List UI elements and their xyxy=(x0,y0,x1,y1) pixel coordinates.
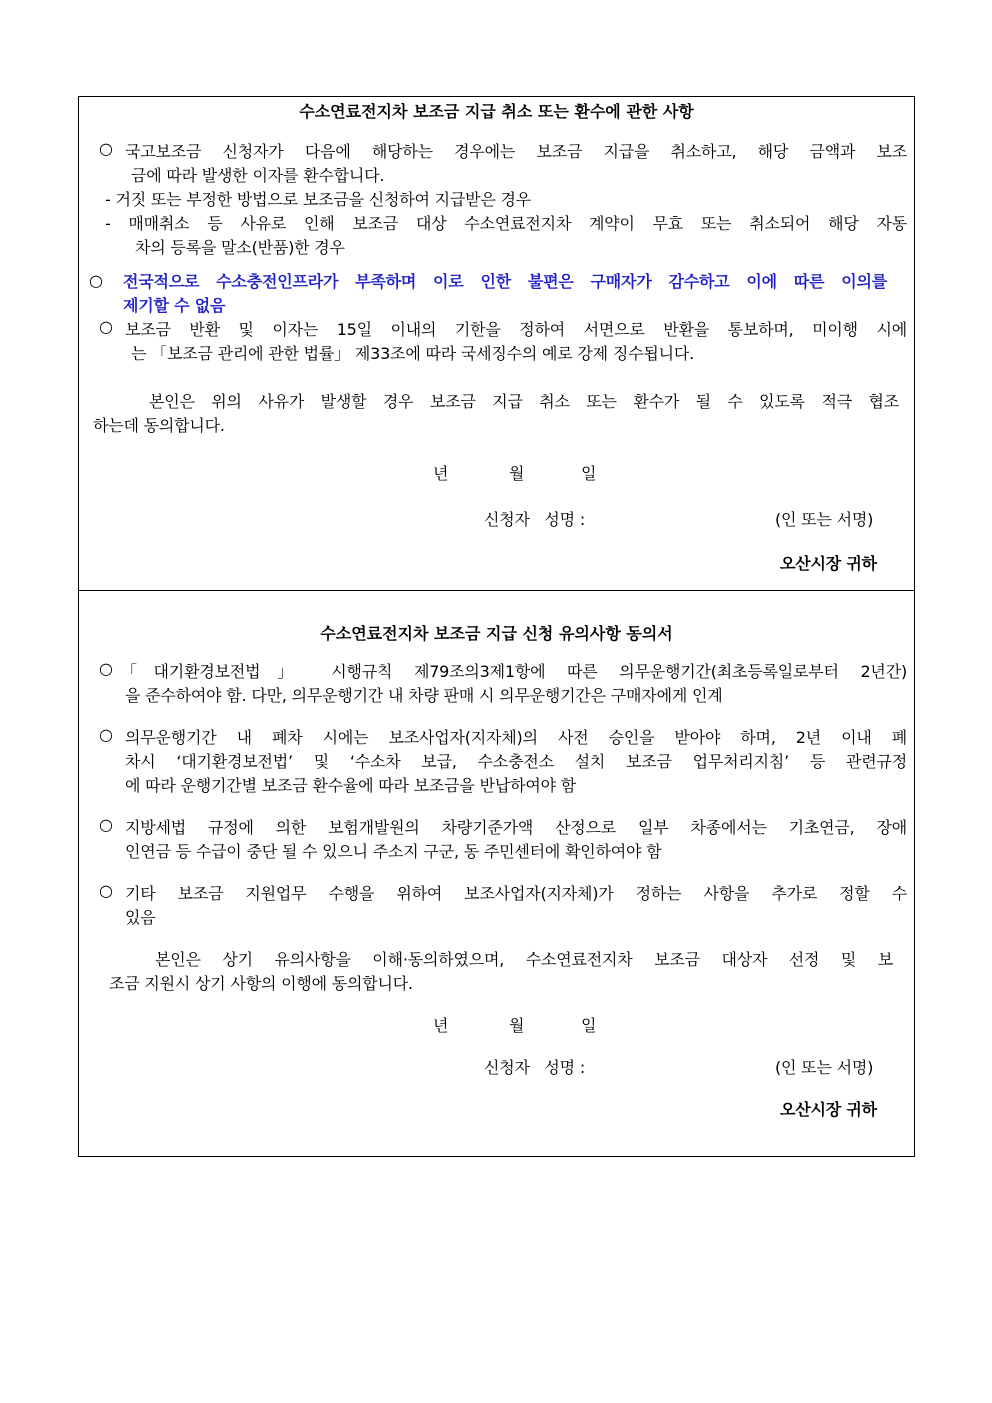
bullet-marker: ○ xyxy=(99,881,113,900)
item3-line2: 는 「보조금 관리에 관한 법률」 제33조에 따라 국세징수의 예로 강제 징수됩니다. xyxy=(131,344,694,363)
date-month-label: 월 xyxy=(509,464,525,483)
section-refund-conditions xyxy=(78,96,915,591)
section-consent-notice xyxy=(78,590,915,1157)
item2-line3: 에 따라 운행기간별 보조금 환수율에 따라 보조금을 반납하여야 함 xyxy=(125,776,577,795)
date-day-label: 일 xyxy=(581,1016,597,1035)
item1-line1: 「대기환경보전법」 시행규칙 제79조의3제1항에 따른 의무운행기간(최초등록일로부터 2년간) xyxy=(121,662,907,681)
item2-line1: 의무운행기간 내 폐차 시에는 보조사업자(지자체)의 사전 승인을 받아야 하며, 2년 이내 폐 xyxy=(125,728,908,747)
sub-item-1: - 거짓 또는 부정한 방법으로 보조금을 신청하여 지급받은 경우 xyxy=(105,190,532,209)
signature-label: (인 또는 서명) xyxy=(775,510,874,529)
sub-item-2-line2: 차의 등록을 말소(반품)한 경우 xyxy=(135,238,345,257)
section1-title: 수소연료전지차 보조금 지급 취소 또는 환수에 관한 사항 xyxy=(299,102,694,121)
consent-line1: 본인은 위의 사유가 발생할 경우 보조금 지급 취소 또는 환수가 될 수 있도록 적극 협조 xyxy=(149,392,899,411)
item3-line2: 인연금 등 수급이 중단 될 수 있으니 주소지 구군, 동 주민센터에 확인하여야 함 xyxy=(125,842,662,861)
bullet-marker: ○ xyxy=(89,271,103,290)
date-year-label: 년 xyxy=(433,1016,449,1035)
item3-line1: 보조금 반환 및 이자는 15일 이내의 기한을 정하여 서면으로 반환을 통보하며, 미이행 시에 xyxy=(125,320,908,339)
item3-line1: 지방세법 규정에 의한 보험개발원의 차량기준가액 산정으로 일부 차종에서는 기초연금, 장애 xyxy=(125,818,907,837)
item4-line2: 있음 xyxy=(125,908,156,927)
applicant-name-label: 신청자 성명 : xyxy=(484,510,586,529)
consent-line2: 하는데 동의합니다. xyxy=(93,416,225,435)
bullet-marker: ○ xyxy=(99,659,113,678)
item4-line1: 기타 보조금 지원업무 수행을 위하여 보조사업자(지자체)가 정하는 사항을 추가로 정할 수 xyxy=(125,884,907,903)
addressee: 오산시장 귀하 xyxy=(780,1100,877,1119)
date-month-label: 월 xyxy=(509,1016,525,1035)
item1-line1: 국고보조금 신청자가 다음에 해당하는 경우에는 보조금 지급을 취소하고, 해당 금액과 보조 xyxy=(125,142,907,161)
bullet-marker: ○ xyxy=(99,317,113,336)
item2-line1: 전국적으로 수소충전인프라가 부족하며 이로 인한 불편은 구매자가 감수하고 이에 따른 이의를 xyxy=(123,272,887,291)
date-day-label: 일 xyxy=(581,464,597,483)
sub-item-2-line1: - 매매취소 등 사유로 인해 보조금 대상 수소연료전지차 계약이 무효 또는 취소되어 해당 자동 xyxy=(105,214,907,233)
item1-line2: 금에 따라 발생한 이자를 환수합니다. xyxy=(131,166,385,185)
item2-line2: 차시 ‘대기환경보전법’ 및 ‘수소차 보급, 수소충전소 설치 보조금 업무처리지침’ 등 관련규정 xyxy=(125,752,907,771)
bullet-marker: ○ xyxy=(99,815,113,834)
date-year-label: 년 xyxy=(433,464,449,483)
item2-line2: 제기할 수 없음 xyxy=(123,296,226,315)
item1-line2: 을 준수하여야 함. 다만, 의무운행기간 내 차량 판매 시 의무운행기간은 구매자에게 인계 xyxy=(125,686,723,705)
addressee: 오산시장 귀하 xyxy=(780,554,877,573)
bullet-marker: ○ xyxy=(99,139,113,158)
consent-line1: 본인은 상기 유의사항을 이해·동의하였으며, 수소연료전지차 보조금 대상자 선정 및 보 xyxy=(155,950,893,969)
bullet-marker: ○ xyxy=(99,725,113,744)
applicant-name-label: 신청자 성명 : xyxy=(484,1058,586,1077)
consent-line2: 조금 지원시 상기 사항의 이행에 동의합니다. xyxy=(109,974,413,993)
section2-title: 수소연료전지차 보조금 지급 신청 유의사항 동의서 xyxy=(320,624,673,643)
signature-label: (인 또는 서명) xyxy=(775,1058,874,1077)
